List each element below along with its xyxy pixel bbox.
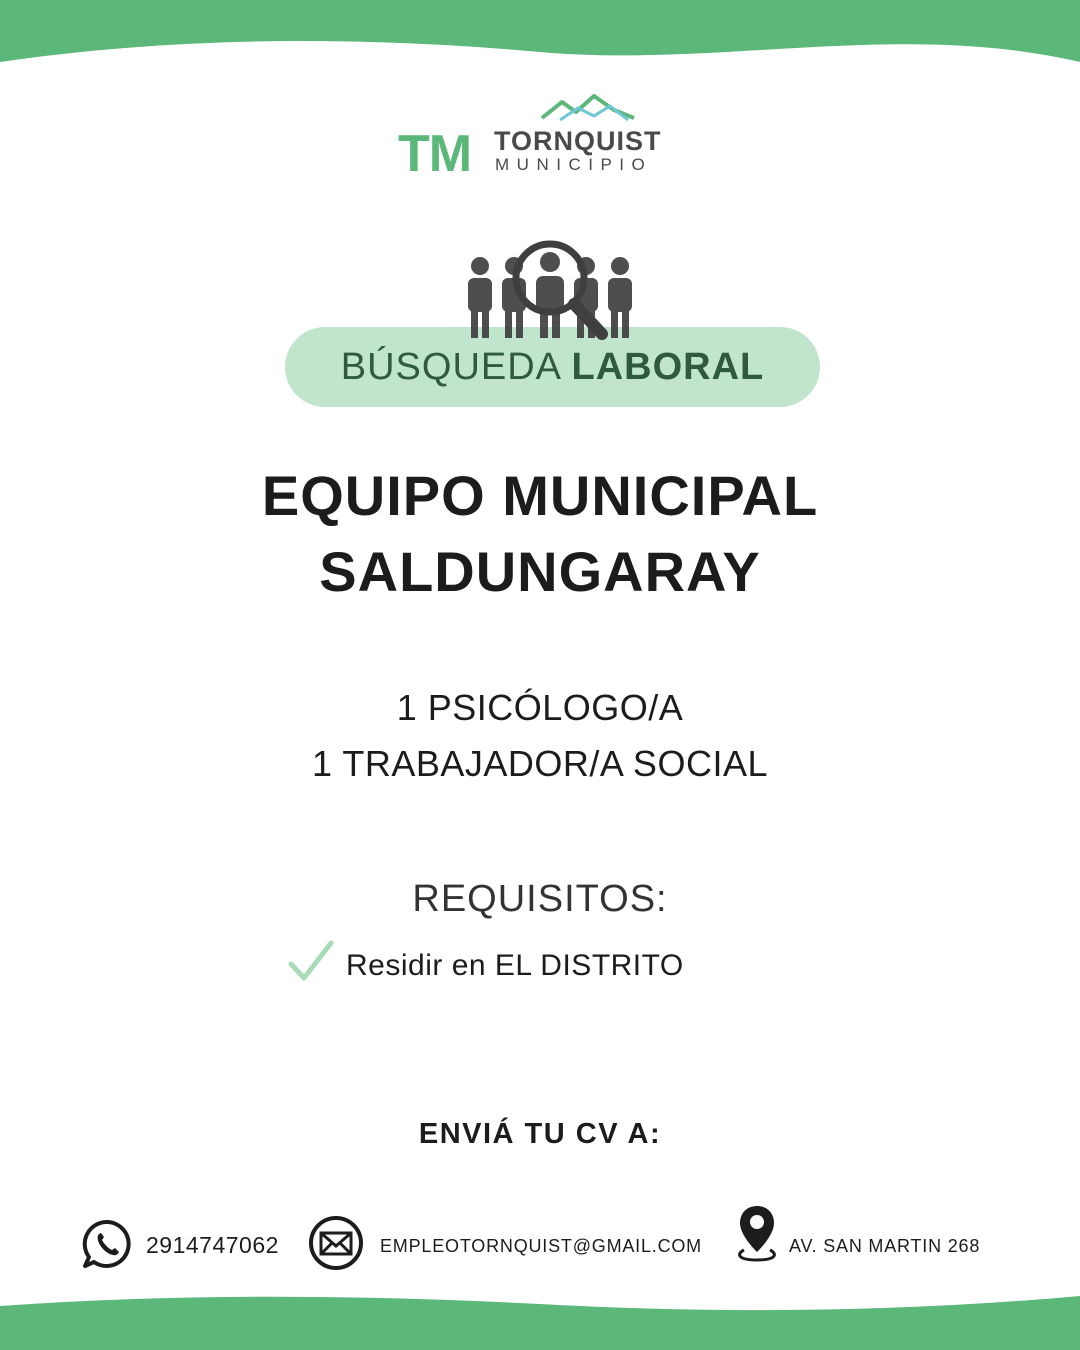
logo-subtitle: MUNICIPIO <box>495 155 653 174</box>
logo-name: TORNQUIST <box>494 126 662 156</box>
send-cv-heading: ENVIÁ TU CV A: <box>418 1118 662 1150</box>
requirements-heading: REQUISITOS: <box>412 878 668 920</box>
position-item: 1 TRABAJADOR/A SOCIAL <box>312 743 768 784</box>
envelope-icon <box>308 1215 364 1271</box>
position-item: 1 PSICÓLOGO/A <box>396 687 684 728</box>
phone-number[interactable]: 2914747062 <box>146 1232 279 1258</box>
bottom-wave-decoration <box>0 1290 1080 1350</box>
people-search-icon <box>462 238 638 348</box>
mountains-icon <box>538 90 638 124</box>
requirement-item: Residir en EL DISTRITO <box>346 949 684 982</box>
check-icon <box>288 938 334 984</box>
location-pin-icon <box>734 1202 780 1266</box>
title-line-1: EQUIPO MUNICIPAL <box>261 464 819 527</box>
top-wave-decoration <box>0 0 1080 80</box>
logo-initials: TM <box>398 125 472 183</box>
banner-bold-text: LABORAL <box>571 346 765 388</box>
title-line-2: SALDUNGARAY <box>319 540 761 603</box>
street-address: AV. SAN MARTIN 268 <box>789 1236 981 1256</box>
whatsapp-icon <box>82 1219 132 1269</box>
municipality-logo <box>398 90 688 183</box>
email-address[interactable]: EMPLEOTORNQUIST@GMAIL.COM <box>380 1236 702 1256</box>
banner-light-text: BÚSQUEDA <box>340 346 560 388</box>
